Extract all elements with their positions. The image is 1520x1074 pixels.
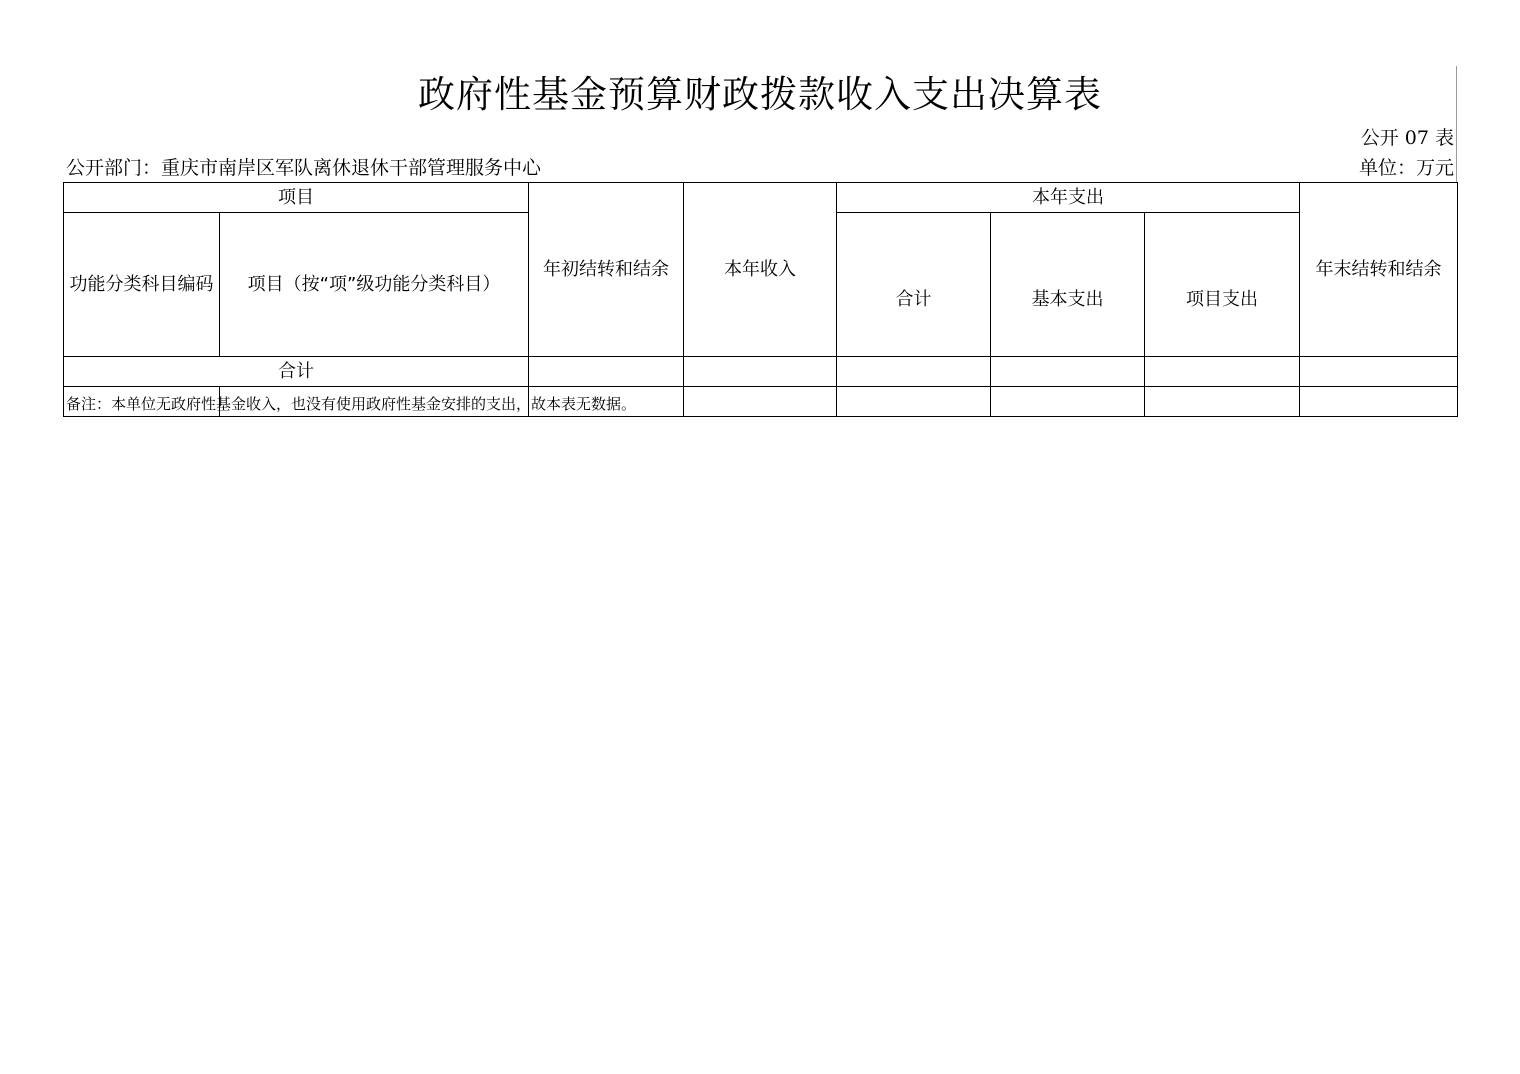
table-cell xyxy=(684,357,837,387)
table-cell xyxy=(1300,357,1458,387)
header-year-expense: 本年支出 xyxy=(837,183,1300,213)
total-row-label: 合计 xyxy=(64,357,529,387)
header-expense-project: 项目支出 xyxy=(1145,213,1300,357)
table-cell xyxy=(1145,387,1300,417)
header-ending-balance: 年末结转和结余 xyxy=(1300,183,1458,357)
footnote: 备注：本单位无政府性基金收入，也没有使用政府性基金安排的支出，故本表无数据。 xyxy=(66,395,637,413)
header-expense-total: 合计 xyxy=(837,213,991,357)
total-row xyxy=(64,357,1458,387)
budget-table xyxy=(63,182,1458,417)
unit-label: 单位：万元 xyxy=(1358,157,1454,179)
table-number: 公开 07 表 xyxy=(1360,127,1454,149)
header-row-1 xyxy=(64,183,1458,213)
page-title: 政府性基金预算财政拨款收入支出决算表 xyxy=(418,73,1102,116)
table-cell xyxy=(1300,387,1458,417)
table-cell xyxy=(1145,357,1300,387)
header-expense-basic: 基本支出 xyxy=(991,213,1145,357)
table-cell xyxy=(837,357,991,387)
department-label: 公开部门：重庆市南岸区军队离休退休干部管理服务中心 xyxy=(66,157,542,179)
header-year-income: 本年收入 xyxy=(684,183,837,357)
header-item: 项目 xyxy=(64,183,529,213)
header-func-code: 功能分类科目编码 xyxy=(64,213,220,357)
table-cell xyxy=(991,387,1145,417)
table-cell xyxy=(529,357,684,387)
table-cell xyxy=(684,387,837,417)
header-beginning-balance: 年初结转和结余 xyxy=(529,183,684,357)
table-cell xyxy=(837,387,991,417)
header-item-detail: 项目（按“项”级功能分类科目） xyxy=(220,213,529,357)
table-cell xyxy=(991,357,1145,387)
